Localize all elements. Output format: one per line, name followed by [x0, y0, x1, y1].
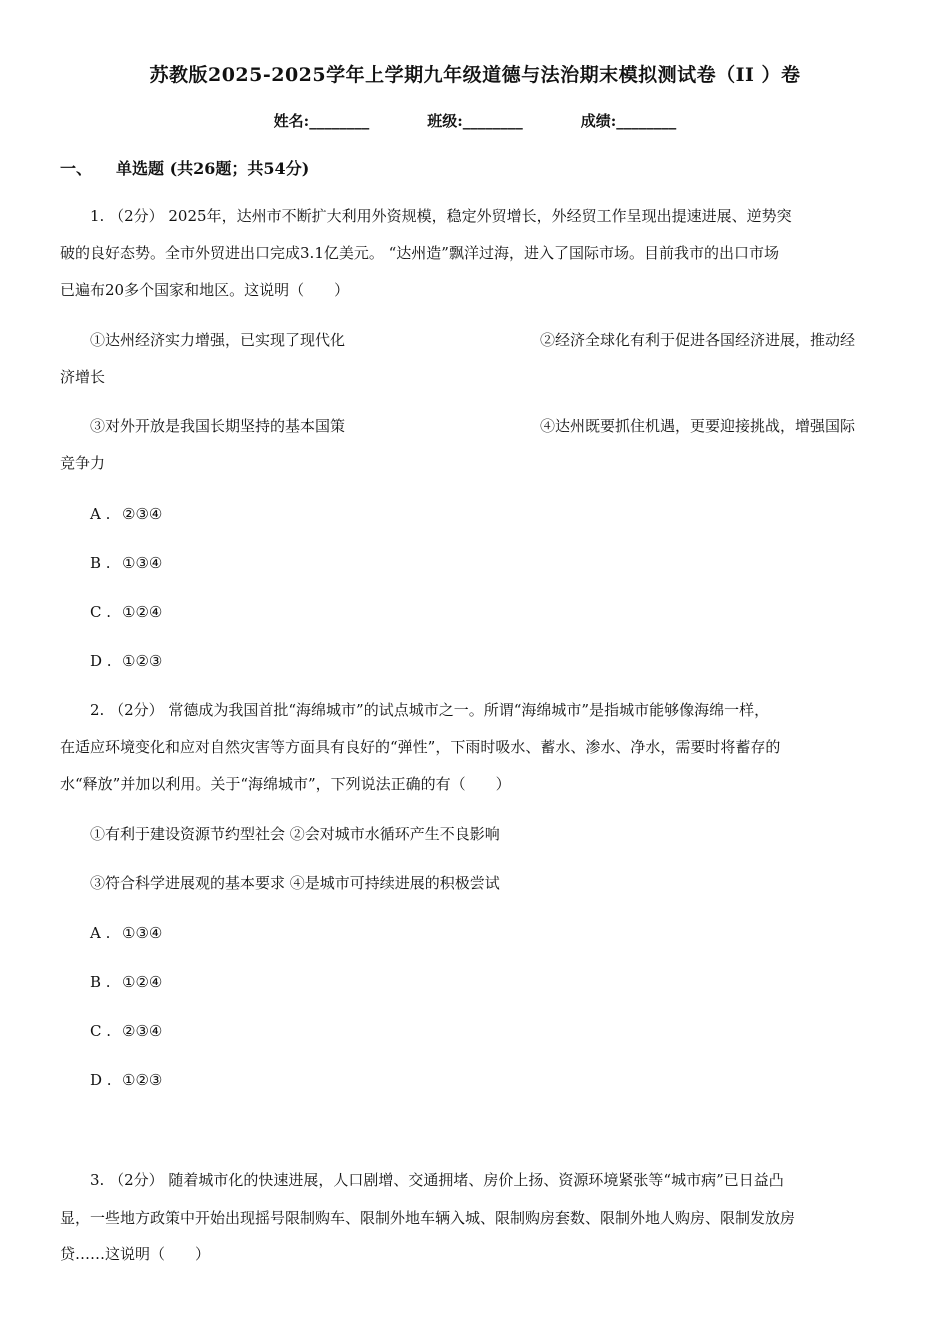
q2-option-a[interactable] — [90, 921, 162, 945]
option-text: ①③④ — [122, 554, 163, 572]
exam-title: 苏教版2025-2025学年上学期九年级道德与法治期末模拟测试卷（II ）卷 — [149, 64, 801, 86]
option-letter: A . — [90, 924, 111, 942]
q2-items-line1: ①有利于建设资源节约型社会 ②会对城市水循环产生不良影响 — [90, 825, 500, 843]
section-heading — [60, 156, 309, 179]
q1-option-a[interactable] — [90, 502, 162, 526]
option-letter: B . — [90, 554, 111, 572]
q1-stem-line3: 已遍布20多个国家和地区。这说明（ ） — [60, 281, 350, 299]
score-field-label: 成绩:________ — [580, 112, 677, 130]
option-letter: B . — [90, 973, 111, 991]
q1-item2-cont: 济增长 — [60, 368, 106, 386]
q1-item2: ②经济全球化有利于促进各国经济进展，推动经 — [540, 331, 856, 349]
q1-item1: ①达州经济实力增强，已实现了现代化 — [90, 331, 346, 349]
q1-item3: ③对外开放是我国长期坚持的基本国策 — [90, 417, 346, 435]
q3-stem-line1: 3. （2分） 随着城市化的快速进展，人口剧增、交通拥堵、房价上扬、资源环境紧张等“城市病”已日益凸 — [90, 1171, 784, 1189]
q1-stem-line1: 1. （2分） 2025年，达州市不断扩大利用外资规模，稳定外贸增长，外经贸工作呈现出提速进展、逆势突 — [90, 207, 792, 225]
q1-option-b[interactable] — [90, 551, 162, 575]
q1-option-d[interactable] — [90, 649, 162, 673]
option-letter: D . — [90, 1071, 112, 1089]
q2-option-d[interactable] — [90, 1068, 162, 1092]
student-info-row — [0, 110, 950, 131]
option-text: ①②④ — [122, 973, 163, 991]
q2-stem-line2: 在适应环境变化和应对自然灾害等方面具有良好的“弹性”，下雨时吸水、蓄水、渗水、净水，需要时将蓄存的 — [60, 738, 781, 756]
class-field-label: 班级:________ — [427, 112, 523, 130]
option-letter: D . — [90, 652, 112, 670]
q2-items-line2: ③符合科学进展观的基本要求 ④是城市可持续进展的积极尝试 — [90, 874, 500, 892]
option-text: ①②③ — [122, 1071, 163, 1089]
q2-option-c[interactable] — [90, 1019, 162, 1043]
option-letter: A . — [90, 505, 111, 523]
option-text: ②③④ — [122, 1022, 163, 1040]
option-text: ①②④ — [122, 603, 163, 621]
name-field-label: 姓名:________ — [273, 112, 370, 130]
option-letter: C . — [90, 1022, 112, 1040]
q1-item4: ④达州既要抓住机遇，更要迎接挑战，增强国际 — [540, 417, 856, 435]
q1-stem-line2: 破的良好态势。全市外贸进出口完成3.1亿美元。 “达州造”飘洋过海，进入了国际市场。目前我市的出口市场 — [60, 244, 779, 262]
q1-item4-cont: 竞争力 — [60, 454, 106, 472]
q3-stem-line2: 显，一些地方政策中开始出现摇号限制购车、限制外地车辆入城、限制购房套数、限制外地人购房、限制发放房 — [60, 1209, 796, 1227]
q3-stem-line3: 贷……这说明（ ） — [60, 1245, 211, 1263]
option-text: ①③④ — [122, 924, 163, 942]
section-title: 单选题 (共26题；共54分) — [116, 159, 310, 178]
section-number: 一、 — [60, 159, 93, 178]
option-text: ②③④ — [122, 505, 163, 523]
q1-option-c[interactable] — [90, 600, 162, 624]
q2-stem-line1: 2. （2分） 常德成为我国首批“海绵城市”的试点城市之一。所谓“海绵城市”是指城市能够像海绵一样， — [90, 701, 770, 719]
option-letter: C . — [90, 603, 112, 621]
q2-option-b[interactable] — [90, 970, 162, 994]
q2-stem-line3: 水“释放”并加以利用。关于“海绵城市”，下列说法正确的有（ ） — [60, 775, 511, 793]
option-text: ①②③ — [122, 652, 163, 670]
